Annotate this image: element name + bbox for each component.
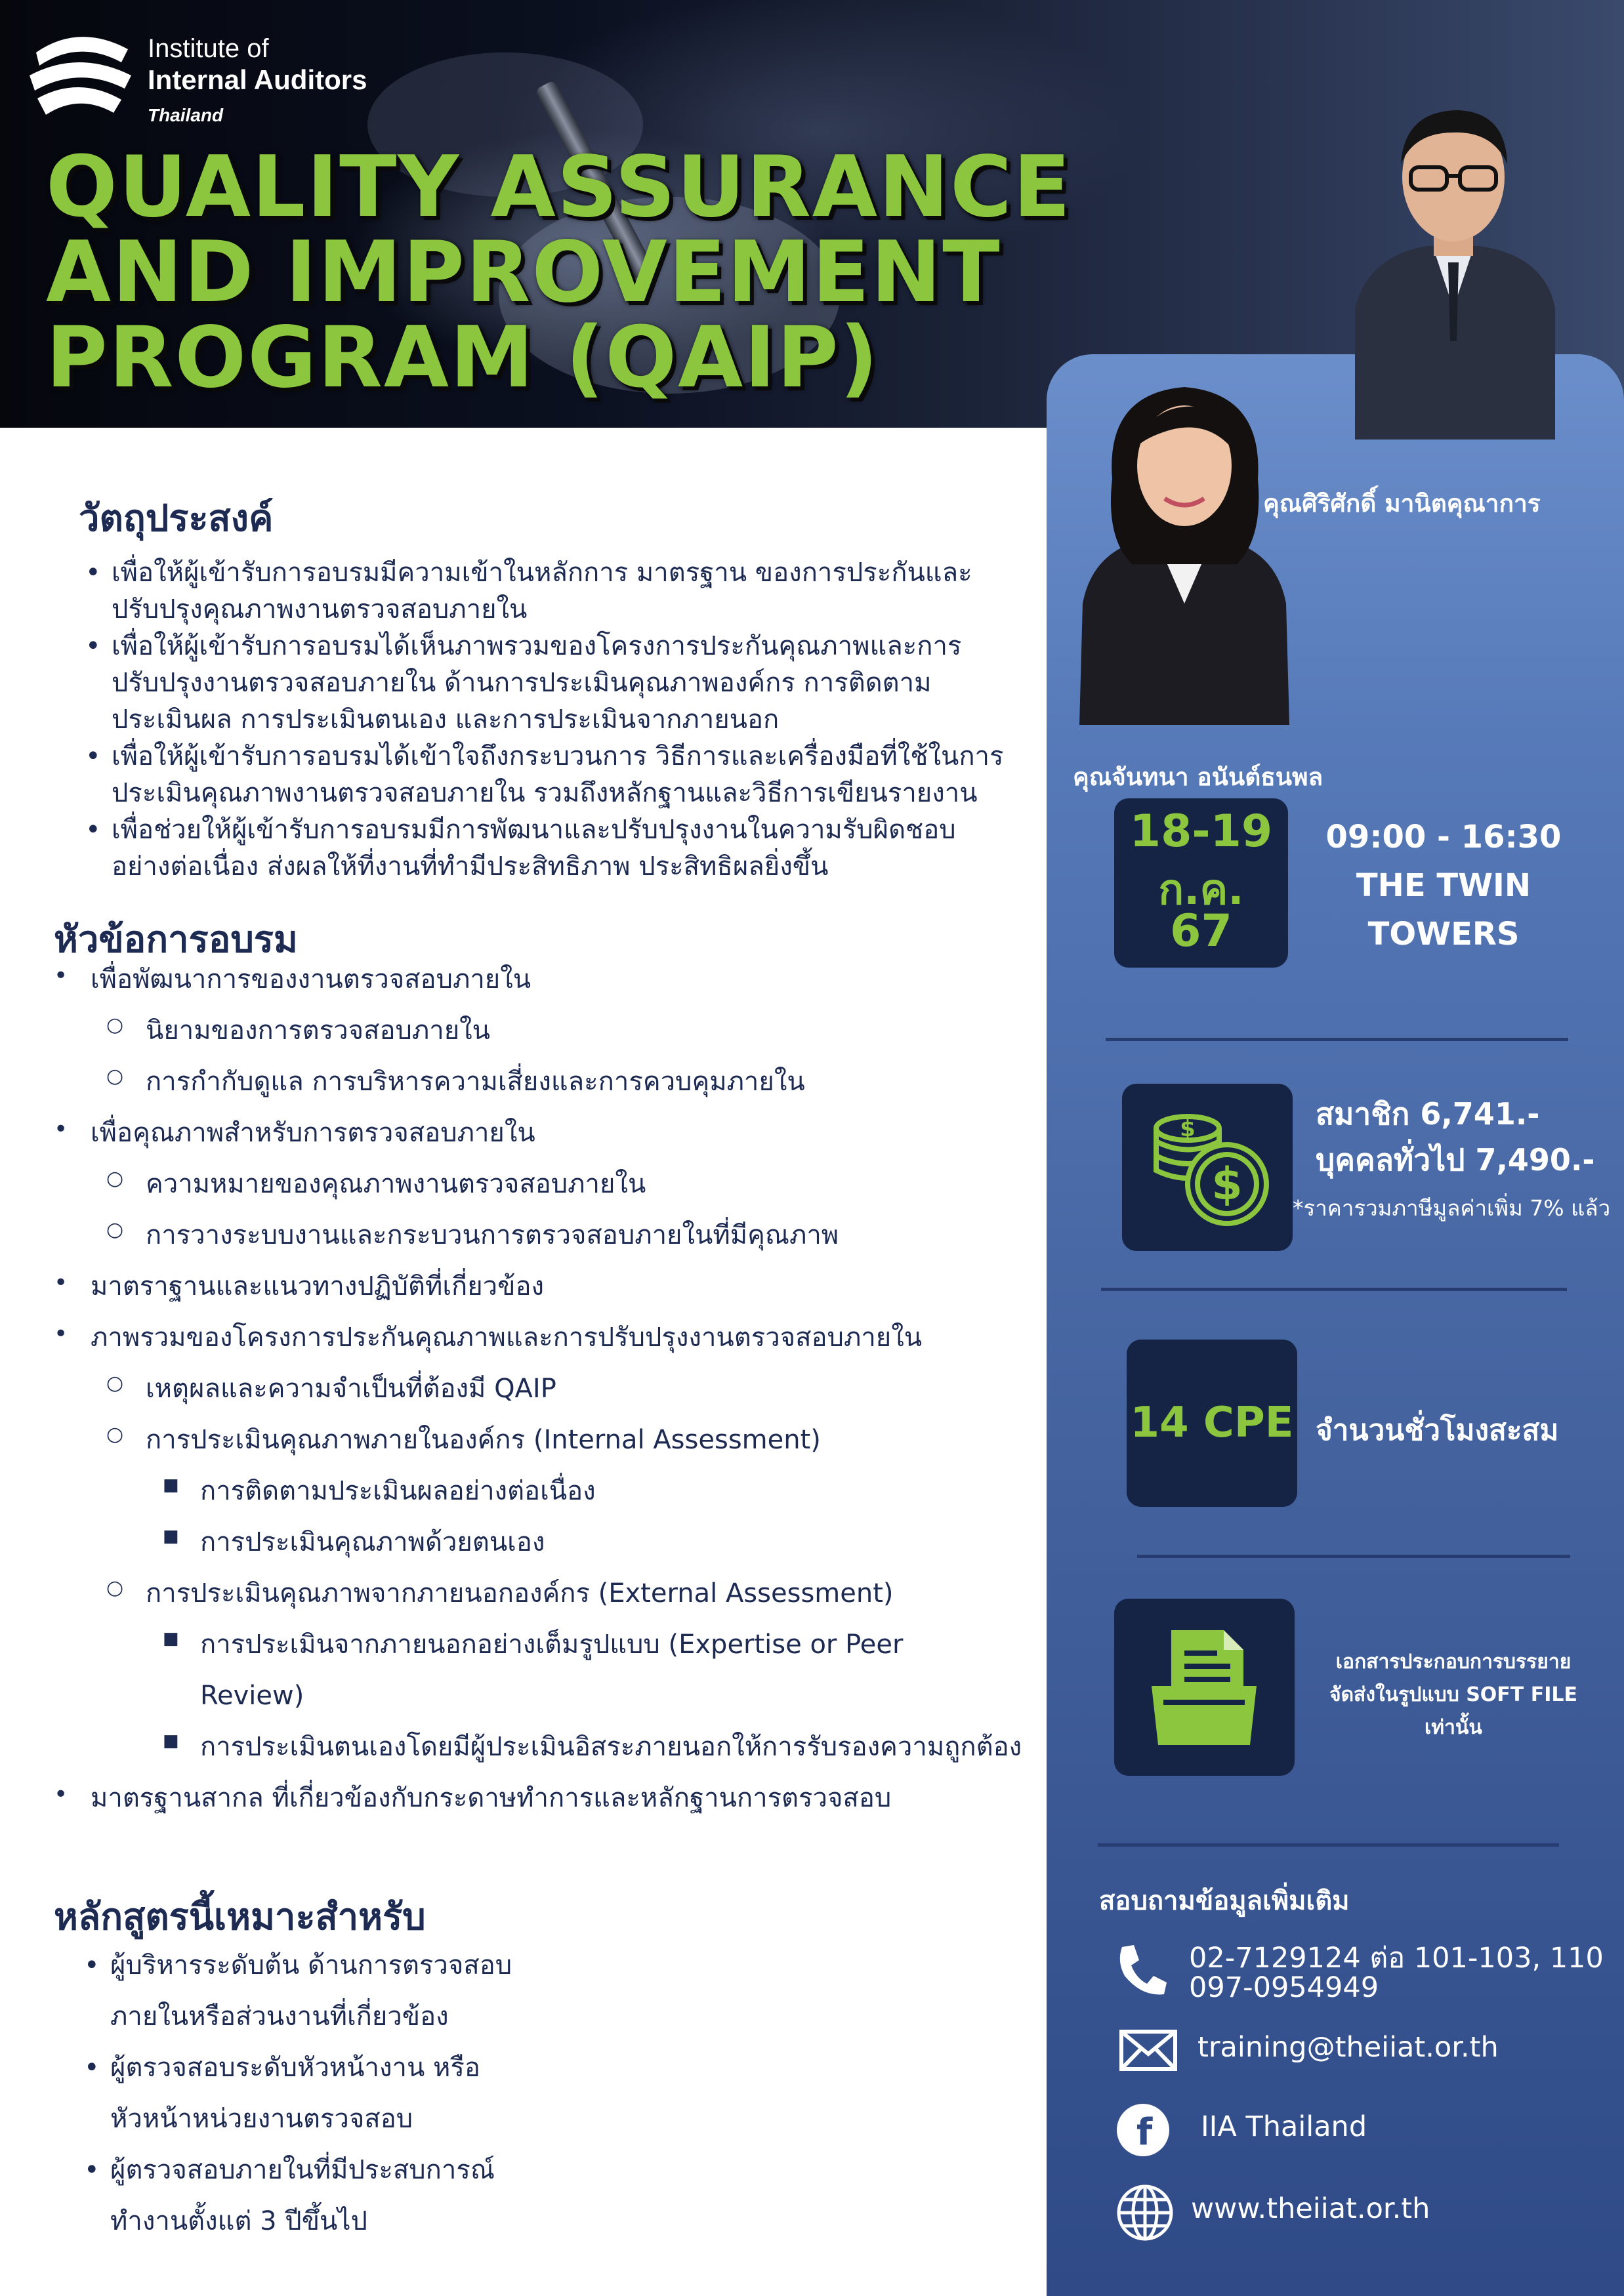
topic-item: ความหมายของคุณภาพงานตรวจสอบภายใน xyxy=(146,1169,646,1199)
square-bullet-icon: ■ xyxy=(163,1475,179,1495)
svg-text:$: $ xyxy=(1180,1116,1196,1142)
price-note: *ราคารวมภาษีมูลค่าเพิ่ม 7% แล้ว xyxy=(1293,1195,1611,1221)
speaker-name-female: คุณจันทนา อนันต์ธนพล xyxy=(1073,763,1323,791)
audience-item xyxy=(84,1940,1055,2042)
circle-bullet-icon: ○ xyxy=(106,1423,124,1446)
square-bullet-icon: ■ xyxy=(163,1629,179,1649)
circle-bullet-icon: ○ xyxy=(106,1576,124,1599)
panel-divider xyxy=(1098,1843,1559,1847)
objective-line: เพื่อให้ผู้เข้ารับการอบรมได้เห็นภาพรวมของโครงการประกันคุณภาพและการ xyxy=(112,631,962,661)
topic-item: เพื่อพัฒนาการของงานตรวจสอบภายใน xyxy=(91,964,531,994)
audience-item xyxy=(84,2042,1055,2144)
bullet-icon: • xyxy=(54,962,68,989)
price-public-label: บุคคลทั่วไป xyxy=(1316,1142,1476,1178)
objective-item xyxy=(85,811,1056,885)
contact-facebook[interactable]: IIA Thailand xyxy=(1201,2110,1367,2143)
circle-bullet-icon: ○ xyxy=(106,1065,124,1088)
square-bullet-icon: ■ xyxy=(163,1731,179,1751)
circle-bullet-icon: ○ xyxy=(106,1218,124,1241)
price-member-value: 6,741.- xyxy=(1420,1096,1540,1132)
topic-item: Review) xyxy=(200,1681,304,1711)
objective-line: ปรับปรุงงานตรวจสอบภายใน ด้านการประเมินคุณภาพองค์กร การติดตาม xyxy=(112,668,932,698)
objectives-heading: วัตถุประสงค์ xyxy=(79,497,274,540)
objective-line: ประเมินคุณภาพงานตรวจสอบภายใน รวมถึงหลักฐานและวิธีการเขียนรายงาน xyxy=(112,778,978,808)
price-public xyxy=(1316,1136,1595,1184)
coins-dollar-icon xyxy=(1142,1102,1273,1233)
svg-text:f: f xyxy=(1136,2111,1153,2154)
objective-line: เพื่อช่วยให้ผู้เข้ารับการอบรมมีการพัฒนาและปรับปรุงงานในความรับผิดชอบ xyxy=(112,815,956,845)
bullet-icon: • xyxy=(54,1116,68,1143)
audience-line: ทำงานตั้งแต่ 3 ปีขึ้นไป xyxy=(110,2206,367,2236)
square-bullet-icon: ■ xyxy=(163,1527,179,1546)
bullet-icon: • xyxy=(84,2053,100,2083)
speaker-name-male: คุณศิริศักดิ์ มานิตคุณาการ xyxy=(1263,489,1541,518)
objective-line: ประเมินผล การประเมินตนเอง และการประเมินจากภายนอก xyxy=(112,705,780,735)
event-time: 09:00 - 16:30 xyxy=(1325,819,1562,855)
title-line-2: AND IMPROVEMENT xyxy=(46,224,1001,321)
objective-item xyxy=(85,738,1056,811)
topic-item: มาตรฐานสากล ที่เกี่ยวข้องกับกระดาษทำการและหลักฐานการตรวจสอบ xyxy=(91,1783,892,1813)
event-venue-line-1: THE TWIN xyxy=(1356,867,1531,904)
bullet-icon: • xyxy=(54,1269,68,1296)
objective-item xyxy=(85,554,1056,628)
logo-line-2: Internal Auditors xyxy=(148,64,367,95)
bullet-icon: • xyxy=(84,2155,100,2185)
phone-icon xyxy=(1115,1942,1168,1998)
document-line-3: เท่านั้น xyxy=(1425,1716,1482,1739)
email-icon xyxy=(1119,2029,1178,2072)
topic-item: เพื่อคุณภาพสำหรับการตรวจสอบภายใน xyxy=(91,1118,535,1148)
objective-line: เพื่อให้ผู้เข้ารับการอบรมได้เข้าใจถึงกระบวนการ วิธีการและเครื่องมือที่ใช้ในการ xyxy=(112,741,1004,771)
event-venue-line-2: TOWERS xyxy=(1367,916,1520,953)
topic-item: การประเมินจากภายนอกอย่างเต็มรูปแบบ (Expertise or Peer xyxy=(200,1630,904,1660)
audience-line: ภายในหรือส่วนงานที่เกี่ยวข้อง xyxy=(110,2001,449,2032)
audience-line: ผู้ตรวจสอบระดับหัวหน้างาน หรือ xyxy=(110,2053,480,2083)
audience-line: ผู้ตรวจสอบภายในที่มีประสบการณ์ xyxy=(110,2155,495,2185)
document-line-1: เอกสารประกอบการบรรยาย xyxy=(1335,1650,1572,1673)
bullet-icon: • xyxy=(85,815,101,845)
topic-item: ภาพรวมของโครงการประกันคุณภาพและการปรับปรุงงานตรวจสอบภายใน xyxy=(91,1322,923,1353)
cpe-value: 14 CPE xyxy=(1130,1399,1294,1447)
circle-bullet-icon: ○ xyxy=(106,1372,124,1395)
topic-item: การประเมินคุณภาพด้วยตนเอง xyxy=(200,1527,545,1557)
topics-heading: หัวข้อการอบรม xyxy=(54,918,298,961)
panel-divider xyxy=(1137,1555,1570,1558)
speaker-photo-female xyxy=(1066,367,1302,725)
iia-logo-icon xyxy=(23,26,135,125)
document-folder-icon xyxy=(1145,1624,1263,1748)
contact-website[interactable]: www.theiiat.or.th xyxy=(1191,2192,1430,2225)
bullet-icon: • xyxy=(84,1950,100,1980)
bullet-icon: • xyxy=(85,631,101,661)
document-line-2: จัดส่งในรูปแบบ SOFT FILE xyxy=(1329,1683,1577,1706)
title-line-1: QUALITY ASSURANCE xyxy=(46,138,1072,236)
audience-line: ผู้บริหารระดับต้น ด้านการตรวจสอบ xyxy=(110,1950,512,1980)
objective-line: เพื่อให้ผู้เข้ารับการอบรมมีความเข้าในหลักการ มาตรฐาน ของการประกันและ xyxy=(112,558,972,588)
audience-line: หัวหน้าหน่วยงานตรวจสอบ xyxy=(110,2104,413,2134)
title-line-3: PROGRAM (QAIP) xyxy=(46,309,880,407)
date-month: ก.ค. xyxy=(1158,866,1244,914)
objective-line: ปรับปรุงคุณภาพงานตรวจสอบภายใน xyxy=(112,594,528,625)
panel-divider xyxy=(1106,1038,1568,1041)
bullet-icon: • xyxy=(85,558,101,588)
logo-line-3: Thailand xyxy=(148,105,224,125)
circle-bullet-icon: ○ xyxy=(106,1167,124,1190)
objective-item xyxy=(85,628,1056,738)
circle-bullet-icon: ○ xyxy=(106,1014,124,1036)
date-year: 67 xyxy=(1170,905,1232,957)
topic-item: การวางระบบงานและกระบวนการตรวจสอบภายในที่มีคุณภาพ xyxy=(146,1220,839,1250)
contact-phone-2[interactable]: 097-0954949 xyxy=(1189,1971,1379,2004)
topic-item: นิยามของการตรวจสอบภายใน xyxy=(146,1015,490,1046)
svg-text:$: $ xyxy=(1211,1158,1243,1210)
audience-heading: หลักสูตรนี้เหมาะสำหรับ xyxy=(54,1896,426,1938)
contact-email[interactable]: training@theiiat.or.th xyxy=(1197,2031,1499,2064)
audience-item xyxy=(84,2144,1055,2247)
bullet-icon: • xyxy=(54,1321,68,1347)
bullet-icon: • xyxy=(54,1781,68,1808)
price-member xyxy=(1316,1090,1539,1138)
topic-item: การกำกับดูแล การบริหารความเสี่ยงและการควบคุมภายใน xyxy=(146,1067,805,1097)
topic-item: มาตราฐานและแนวทางปฏิบัติที่เกี่ยวข้อง xyxy=(91,1271,545,1302)
speaker-photo-male xyxy=(1329,92,1578,440)
topic-item: เหตุผลและความจำเป็นที่ต้องมี QAIP xyxy=(146,1374,556,1404)
panel-divider xyxy=(1101,1288,1567,1291)
globe-icon xyxy=(1115,2183,1175,2242)
cpe-label: จำนวนชั่วโมงสะสม xyxy=(1316,1414,1559,1447)
date-day: 18-19 xyxy=(1129,806,1273,857)
bullet-icon: • xyxy=(85,741,101,771)
price-member-label: สมาชิก xyxy=(1316,1096,1421,1132)
contact-heading: สอบถามข้อมูลเพิ่มเติม xyxy=(1099,1886,1350,1916)
facebook-icon xyxy=(1115,2102,1171,2158)
logo-line-1: Institute of xyxy=(148,34,269,63)
contact-phone-1: 02-7129124 ต่อ 101-103, 110 xyxy=(1189,1942,1604,1975)
objective-line: อย่างต่อเนื่อง ส่งผลให้ที่งานที่ทำมีประสิทธิภาพ ประสิทธิผลยิ่งขึ้น xyxy=(112,851,829,882)
topic-item: การประเมินตนเองโดยมีผู้ประเมินอิสระภายนอกให้การรับรองความถูกต้อง xyxy=(200,1732,1022,1762)
price-public-value: 7,490.- xyxy=(1475,1142,1595,1178)
topic-item: การติดตามประเมินผลอย่างต่อเนื่อง xyxy=(200,1476,596,1506)
topic-item: การประเมินคุณภาพภายในองค์กร (Internal Assessment) xyxy=(146,1425,821,1455)
topic-item: การประเมินคุณภาพจากภายนอกองค์กร (External Assessment) xyxy=(146,1578,894,1609)
